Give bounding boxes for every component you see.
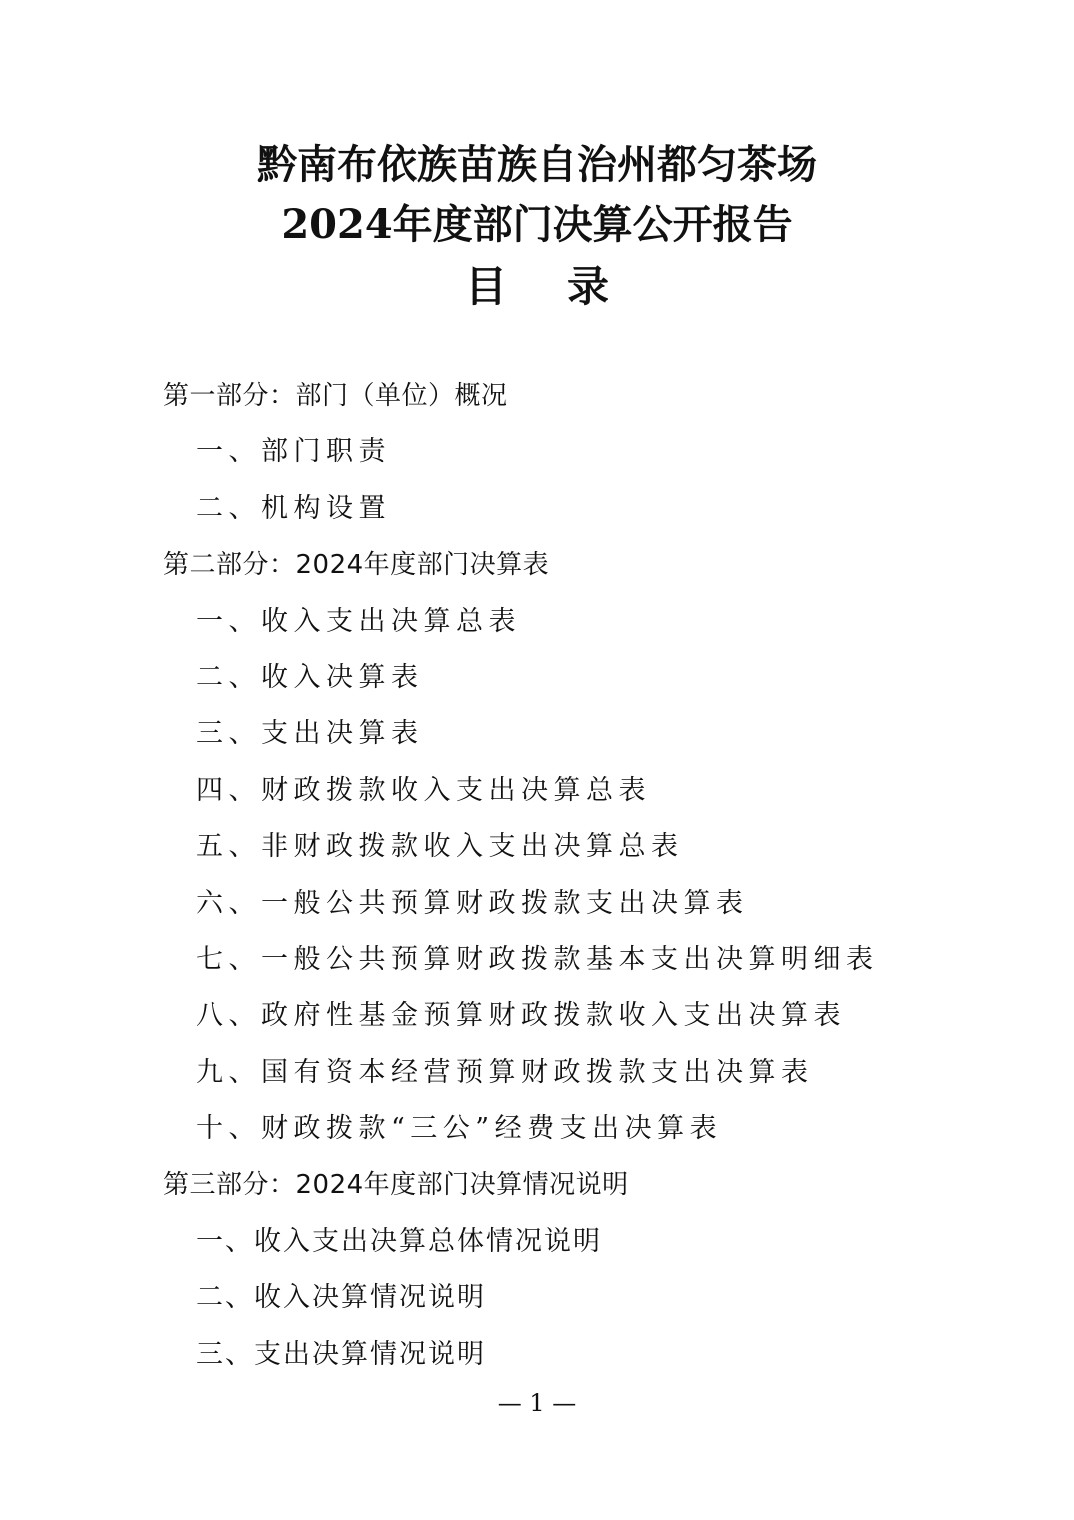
toc-item: 七、一般公共预算财政拨款基本支出决算明细表 xyxy=(196,943,879,975)
toc-part-1: 第一部分：部门（单位）概况 xyxy=(163,381,508,411)
toc-item: 九、国有资本经营预算财政拨款支出决算表 xyxy=(196,1056,814,1088)
toc-item: 十、财政拨款“三公”经费支出决算表 xyxy=(196,1113,723,1145)
toc-item: 八、政府性基金预算财政拨款收入支出决算表 xyxy=(196,1000,846,1032)
toc-item: 三、支出决算表 xyxy=(196,718,424,750)
toc-item: 三、支出决算情况说明 xyxy=(196,1338,486,1370)
toc-item: 一、收入支出决算总表 xyxy=(196,605,521,637)
toc-item: 六、一般公共预算财政拨款支出决算表 xyxy=(196,887,749,919)
toc-item: 二、机构设置 xyxy=(196,492,391,524)
table-of-contents-heading: 目录 xyxy=(464,262,669,311)
toc-item: 五、非财政拨款收入支出决算总表 xyxy=(196,831,684,863)
document-title-line-1: 黔南布依族苗族自治州都匀茶场 xyxy=(257,141,817,188)
toc-item: 一、部门职责 xyxy=(196,436,391,468)
document-title-line-2: 2024年度部门决算公开报告 xyxy=(281,201,793,248)
toc-item: 二、收入决算情况说明 xyxy=(196,1282,486,1314)
toc-part-2: 第二部分：2024年度部门决算表 xyxy=(163,550,550,581)
toc-item: 四、财政拨款收入支出决算总表 xyxy=(196,774,651,806)
page-number: — 1 — xyxy=(497,1389,577,1417)
toc-item: 二、收入决算表 xyxy=(196,661,424,693)
toc-item: 一、收入支出决算总体情况说明 xyxy=(196,1225,602,1257)
toc-part-3: 第三部分：2024年度部门决算情况说明 xyxy=(163,1170,629,1201)
table-of-contents xyxy=(0,368,1074,1383)
